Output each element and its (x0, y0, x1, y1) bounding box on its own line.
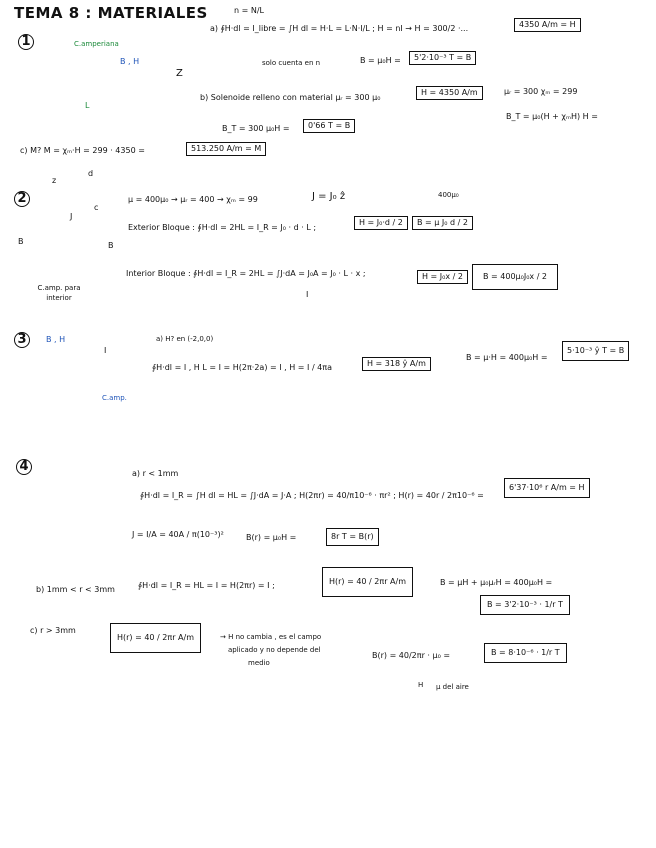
s2-ext-mu-note: 400μ₀ (438, 191, 459, 199)
s3-b-formula: B = μ·H = 400μ₀H = (466, 353, 548, 362)
s4c-under-h: H (418, 681, 424, 689)
s4c-note-line2: aplicado y no depende del (228, 646, 321, 654)
block-amperian-note: C.amp. para interior (37, 284, 81, 302)
s1b-h-result: H = 4350 A/m (416, 86, 483, 100)
s1a-h-result: 4350 A/m = H (514, 18, 581, 32)
cylinder-amperian-label: C.amp. (102, 394, 127, 402)
s4a-equation: ∮H·dl = I_R = ∫H dl = HL = ∫J·dA = J·A ; H(2πr) = 40/π10⁻⁶ · πr² ; H(r) = 40r / 2π10⁻⁶ = (140, 491, 484, 500)
s2-exterior-eq: Exterior Bloque : ∮H·dl = 2HL = I_R = J₀ · d · L ; (128, 223, 317, 232)
s4b-b-result: B = 3'2·10⁻³ · 1/r T (480, 595, 570, 615)
s4c-condition: c) r > 3mm (30, 626, 76, 635)
n-definition: n = N/L (234, 6, 264, 15)
block-d-label: d (88, 169, 94, 178)
amperian-label: C.amperiana (74, 40, 119, 48)
section-number-3: 3 (14, 332, 30, 348)
s2-current-density: J = J₀ ẑ (312, 191, 346, 202)
s4b-equation: ∮H·dl = I_R = HL = I = H(2πr) = I ; (138, 581, 275, 590)
block-z-label: z (52, 176, 57, 185)
s4a-h-result: 6'37·10⁶ r A/m = H (504, 478, 590, 498)
s4c-note-line3: medio (248, 659, 270, 667)
s4a-b-formula: B(r) = μ₀H = (246, 533, 297, 542)
s3-question: a) H? en (-2,0,0) (156, 335, 214, 343)
cylinder-current-label: I (104, 346, 107, 355)
s2-ext-b: B = μ J₀ d / 2 (412, 216, 473, 230)
section-number-4: 4 (16, 459, 32, 475)
s2-int-b: B = 400μ₀J₀x / 2 (472, 264, 558, 290)
block-b-right: B (108, 241, 114, 250)
s1b-bt-formula: B_T = 300 μ₀H = (222, 124, 290, 133)
s3-b-result: 5·10⁻³ ŷ T = B (562, 341, 629, 361)
s3-equation: ∮H·dl = I , H L = I = H(2π·2a) = I , H = I / 4πa (152, 363, 332, 372)
s4c-b-formula: B(r) = 40/2πr · μ₀ = (372, 651, 451, 660)
s4b-b-formula: B = μH + μ₀μᵣH = 400μ₀H = (440, 578, 553, 587)
s2-ext-h: H = J₀·d / 2 (354, 216, 408, 230)
s4b-condition: b) 1mm < r < 3mm (36, 585, 115, 594)
section-number-2: 2 (14, 191, 30, 207)
s1c-equation: c) M? M = χₘ·H = 299 · 4350 = (20, 146, 145, 155)
s4c-note-line1: → H no cambia , es el campo (220, 633, 322, 641)
page-title: TEMA 8 : MATERIALES (14, 4, 208, 22)
s4b-h-result: H(r) = 40 / 2πr A/m (322, 567, 413, 597)
cylinder-bh-label: B , H (46, 335, 66, 344)
block-b-left: B (18, 237, 24, 246)
s4a-b-result: 8r T = B(r) (326, 528, 379, 546)
s4c-under-mu: μ del aire (436, 683, 469, 691)
block-j-label: J (70, 212, 73, 221)
s1b-bt-result: 0'66 T = B (303, 119, 355, 133)
s1a-equation: a) ∮H·dl = I_libre = ∫H dl = H·L = L·N·I/L ; H = nI → H = 300/2 ·... (210, 24, 469, 33)
s1b-equation: b) Solenoide relleno con material μᵣ = 300 μ₀ (200, 93, 381, 102)
z-axis-label: Z (176, 68, 183, 79)
s2-interior-eq: Interior Bloque : ∮H·dl = I_R = 2HL = ∫J·dA = J₀A = J₀ · L · x ; (126, 269, 366, 278)
s4c-b-result: B = 8·10⁻⁶ · 1/r T (484, 643, 567, 663)
s1b-b-formula: B_T = μ₀(H + χₘH) H = (506, 112, 598, 121)
s4c-h-result: H(r) = 40 / 2πr A/m (110, 623, 201, 653)
bh-label: B , H (120, 57, 140, 66)
section-number-1: 1 (18, 34, 34, 50)
block-c-label: c (94, 203, 99, 212)
s4a-condition: a) r < 1mm (132, 469, 179, 478)
s1a-b-result: 5'2·10⁻³ T = B (409, 51, 476, 65)
s1a-b-formula: B = μ₀H = (360, 56, 401, 65)
s4a-j-equation: J = I/A = 40A / π(10⁻³)² (132, 530, 224, 539)
s2-int-h: H = J₀x / 2 (417, 270, 468, 284)
s1c-m-result: 513.250 A/m = M (186, 142, 266, 156)
s2-int-under: I (306, 290, 309, 299)
length-label: L (85, 101, 90, 110)
s2-given: μ = 400μ₀ → μᵣ = 400 → χₘ = 99 (128, 195, 258, 204)
s3-h-result: H = 318 ŷ A/m (362, 357, 431, 371)
s1a-note: solo cuenta en n (262, 59, 321, 67)
s1b-mu-chi: μᵣ = 300 χₘ = 299 (504, 87, 578, 96)
